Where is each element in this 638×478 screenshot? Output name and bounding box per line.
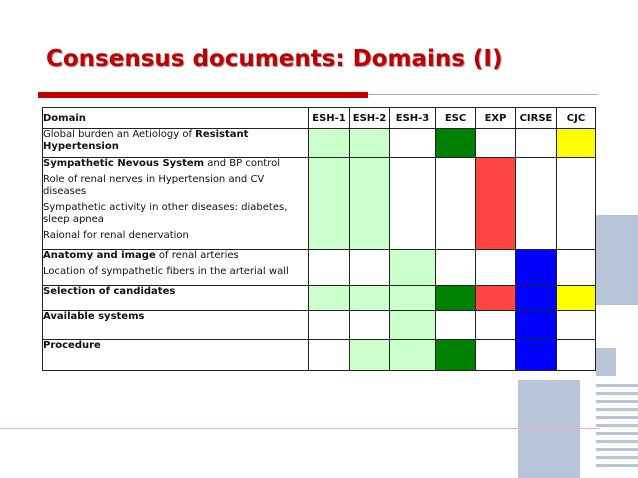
domain-text	[43, 202, 308, 226]
domain-text-regular: and BP control	[204, 158, 280, 169]
coverage-cell	[436, 311, 476, 340]
domain-text	[43, 286, 308, 298]
coverage-cell	[390, 158, 436, 250]
coverage-cell	[350, 340, 390, 371]
table-header-row	[43, 108, 596, 129]
coverage-cell	[350, 250, 390, 286]
domain-text-regular: Raional for renal denervation	[43, 230, 189, 241]
column-header: CJC	[557, 108, 596, 129]
coverage-cell	[350, 311, 390, 340]
coverage-cell	[309, 311, 350, 340]
coverage-cell	[476, 340, 516, 371]
coverage-cell	[350, 286, 390, 311]
coverage-cell	[476, 129, 516, 158]
column-header: CIRSE	[516, 108, 557, 129]
coverage-cell	[436, 129, 476, 158]
domain-cell	[43, 340, 309, 371]
domain-cell	[43, 158, 309, 250]
domain-text-bold: Anatomy and image	[43, 250, 156, 261]
domain-text	[43, 158, 308, 170]
coverage-cell	[436, 340, 476, 371]
coverage-cell	[309, 340, 350, 371]
table-row	[43, 158, 596, 250]
slide-title: Consensus documents: Domains (I)	[46, 46, 503, 72]
domain-text-bold: Available systems	[43, 311, 145, 322]
column-header: ESH-3	[390, 108, 436, 129]
coverage-cell	[390, 340, 436, 371]
coverage-cell	[476, 158, 516, 250]
title-underline-line	[368, 94, 598, 95]
domain-text-bold: Sympathetic Nevous System	[43, 158, 205, 169]
domain-text	[43, 230, 308, 242]
table-row	[43, 129, 596, 158]
domain-text-regular: Global burden an Aetiology of	[43, 129, 196, 140]
domain-cell	[43, 129, 309, 158]
domain-cell	[43, 286, 309, 311]
column-header: ESC	[436, 108, 476, 129]
coverage-cell	[516, 311, 557, 340]
coverage-cell	[516, 286, 557, 311]
coverage-cell	[476, 311, 516, 340]
table-row	[43, 250, 596, 286]
domain-cell	[43, 311, 309, 340]
table-row	[43, 286, 596, 311]
coverage-cell	[516, 158, 557, 250]
coverage-cell	[309, 250, 350, 286]
domain-text-regular: Role of renal nerves in Hypertension and CV diseases	[43, 174, 265, 197]
coverage-cell	[557, 158, 596, 250]
coverage-cell	[436, 250, 476, 286]
coverage-cell	[516, 340, 557, 371]
coverage-cell	[350, 158, 390, 250]
column-header: EXP	[476, 108, 516, 129]
coverage-cell	[557, 129, 596, 158]
coverage-cell	[476, 250, 516, 286]
column-header: Domain	[43, 108, 309, 129]
domain-text	[43, 340, 308, 352]
coverage-cell	[557, 311, 596, 340]
table-row	[43, 311, 596, 340]
domain-text	[43, 250, 308, 262]
coverage-cell	[390, 311, 436, 340]
domain-text	[43, 311, 308, 323]
domain-text-regular: Sympathetic activity in other diseases: diabetes, sleep apnea	[43, 202, 288, 225]
coverage-cell	[350, 129, 390, 158]
title-underline-bar	[38, 92, 368, 98]
domain-cell	[43, 250, 309, 286]
coverage-cell	[436, 286, 476, 311]
coverage-cell	[476, 286, 516, 311]
coverage-cell	[390, 250, 436, 286]
coverage-cell	[390, 286, 436, 311]
column-header: ESH-2	[350, 108, 390, 129]
domain-text-bold: Selection of candidates	[43, 286, 176, 297]
footer-line	[0, 428, 600, 429]
coverage-cell	[436, 158, 476, 250]
coverage-cell	[557, 340, 596, 371]
domain-text	[43, 129, 308, 153]
coverage-cell	[390, 129, 436, 158]
coverage-cell	[309, 286, 350, 311]
coverage-cell	[516, 250, 557, 286]
domain-text	[43, 174, 308, 198]
coverage-cell	[557, 250, 596, 286]
domain-text-regular: of renal arteries	[155, 250, 239, 261]
coverage-cell	[516, 129, 557, 158]
domain-text	[43, 266, 308, 278]
domain-text-regular: Location of sympathetic fibers in the arterial wall	[43, 266, 289, 277]
coverage-cell	[557, 286, 596, 311]
column-header: ESH-1	[309, 108, 350, 129]
table-row	[43, 340, 596, 371]
domain-text-bold: Resistant Hypertension	[43, 129, 249, 152]
coverage-cell	[309, 129, 350, 158]
domain-text-bold: Procedure	[43, 340, 101, 351]
coverage-cell	[309, 158, 350, 250]
domains-table	[42, 107, 596, 371]
